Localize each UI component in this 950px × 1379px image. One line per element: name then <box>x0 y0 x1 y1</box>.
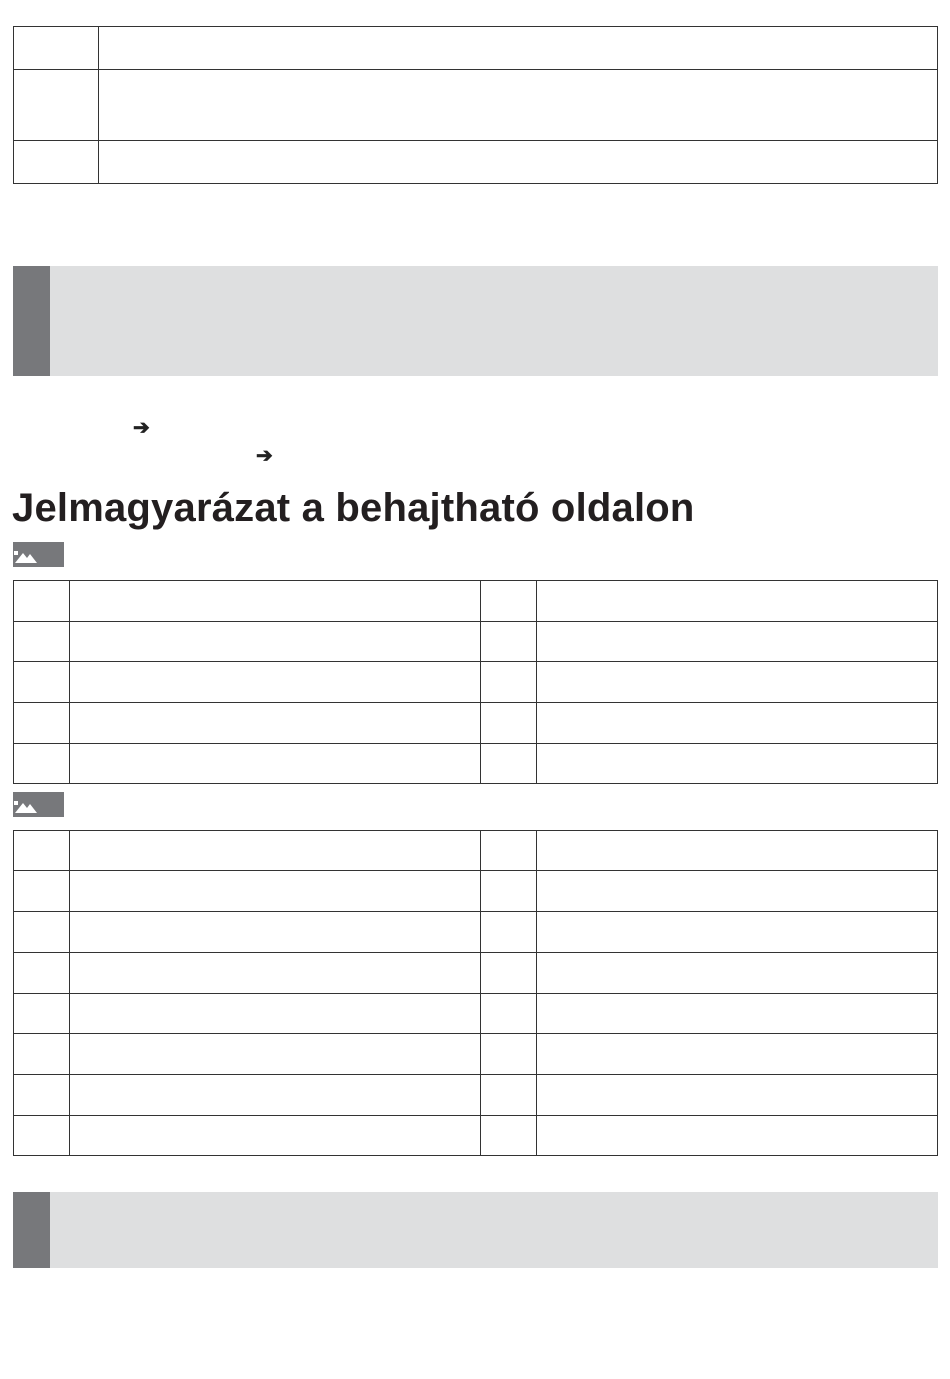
table-row <box>14 70 938 141</box>
image-icon <box>13 542 64 567</box>
table-row <box>14 994 938 1034</box>
arrow-right-icon: ➔ <box>133 417 150 439</box>
table-cell <box>14 622 70 662</box>
legend-table-2 <box>13 830 938 1156</box>
table-cell <box>14 70 99 141</box>
table-cell <box>537 831 938 871</box>
table-cell <box>14 27 99 70</box>
table-cell <box>14 912 70 953</box>
table-cell <box>537 912 938 953</box>
table-cell <box>14 1116 70 1156</box>
table-cell <box>481 622 537 662</box>
table-cell <box>70 831 481 871</box>
table-cell <box>537 703 938 744</box>
table-cell <box>14 744 70 784</box>
section-band <box>13 1192 938 1268</box>
table-row <box>14 622 938 662</box>
table-cell <box>481 1075 537 1116</box>
arrow-right-icon: ➔ <box>256 445 273 467</box>
table-cell <box>537 871 938 912</box>
section-band <box>13 266 938 376</box>
page-title: Jelmagyarázat a behajtható oldalon <box>12 486 695 530</box>
table-row <box>14 1034 938 1075</box>
top-table <box>13 26 938 184</box>
table-cell <box>70 744 481 784</box>
table-row <box>14 912 938 953</box>
table-cell <box>537 581 938 622</box>
table-row <box>14 1116 938 1156</box>
table-cell <box>99 141 938 184</box>
section-band-accent <box>13 266 50 376</box>
table-row <box>14 744 938 784</box>
table-cell <box>537 994 938 1034</box>
table-row <box>14 831 938 871</box>
table-cell <box>70 953 481 994</box>
table-cell <box>70 871 481 912</box>
table-cell <box>99 27 938 70</box>
table-cell <box>537 1034 938 1075</box>
table-cell <box>537 662 938 703</box>
table-cell <box>14 994 70 1034</box>
table-cell <box>14 953 70 994</box>
table-row <box>14 871 938 912</box>
table-cell <box>481 744 537 784</box>
table-cell <box>481 912 537 953</box>
table-cell <box>481 994 537 1034</box>
table-cell <box>70 1075 481 1116</box>
table-cell <box>70 994 481 1034</box>
table-cell <box>70 912 481 953</box>
table-row <box>14 953 938 994</box>
table-cell <box>70 662 481 703</box>
table-row <box>14 581 938 622</box>
table-cell <box>99 70 938 141</box>
table-cell <box>14 662 70 703</box>
table-row <box>14 141 938 184</box>
table-cell <box>70 1116 481 1156</box>
table-cell <box>14 831 70 871</box>
table-cell <box>481 953 537 994</box>
table-cell <box>537 953 938 994</box>
table-row <box>14 1075 938 1116</box>
table-cell <box>14 703 70 744</box>
image-icon <box>13 792 64 817</box>
table-cell <box>481 662 537 703</box>
table-cell <box>70 703 481 744</box>
table-cell <box>14 1075 70 1116</box>
table-cell <box>70 622 481 662</box>
table-cell <box>14 581 70 622</box>
table-cell <box>481 703 537 744</box>
table-row <box>14 662 938 703</box>
table-row <box>14 27 938 70</box>
section-band-accent <box>13 1192 50 1268</box>
table-cell <box>481 1034 537 1075</box>
table-cell <box>14 141 99 184</box>
table-cell <box>70 1034 481 1075</box>
legend-table-1 <box>13 580 938 784</box>
table-cell <box>481 831 537 871</box>
table-cell <box>70 581 481 622</box>
table-cell <box>481 581 537 622</box>
table-cell <box>537 1116 938 1156</box>
table-cell <box>481 1116 537 1156</box>
table-cell <box>481 871 537 912</box>
table-cell <box>537 1075 938 1116</box>
table-cell <box>14 1034 70 1075</box>
table-cell <box>537 622 938 662</box>
table-row <box>14 703 938 744</box>
table-cell <box>537 744 938 784</box>
table-cell <box>14 871 70 912</box>
